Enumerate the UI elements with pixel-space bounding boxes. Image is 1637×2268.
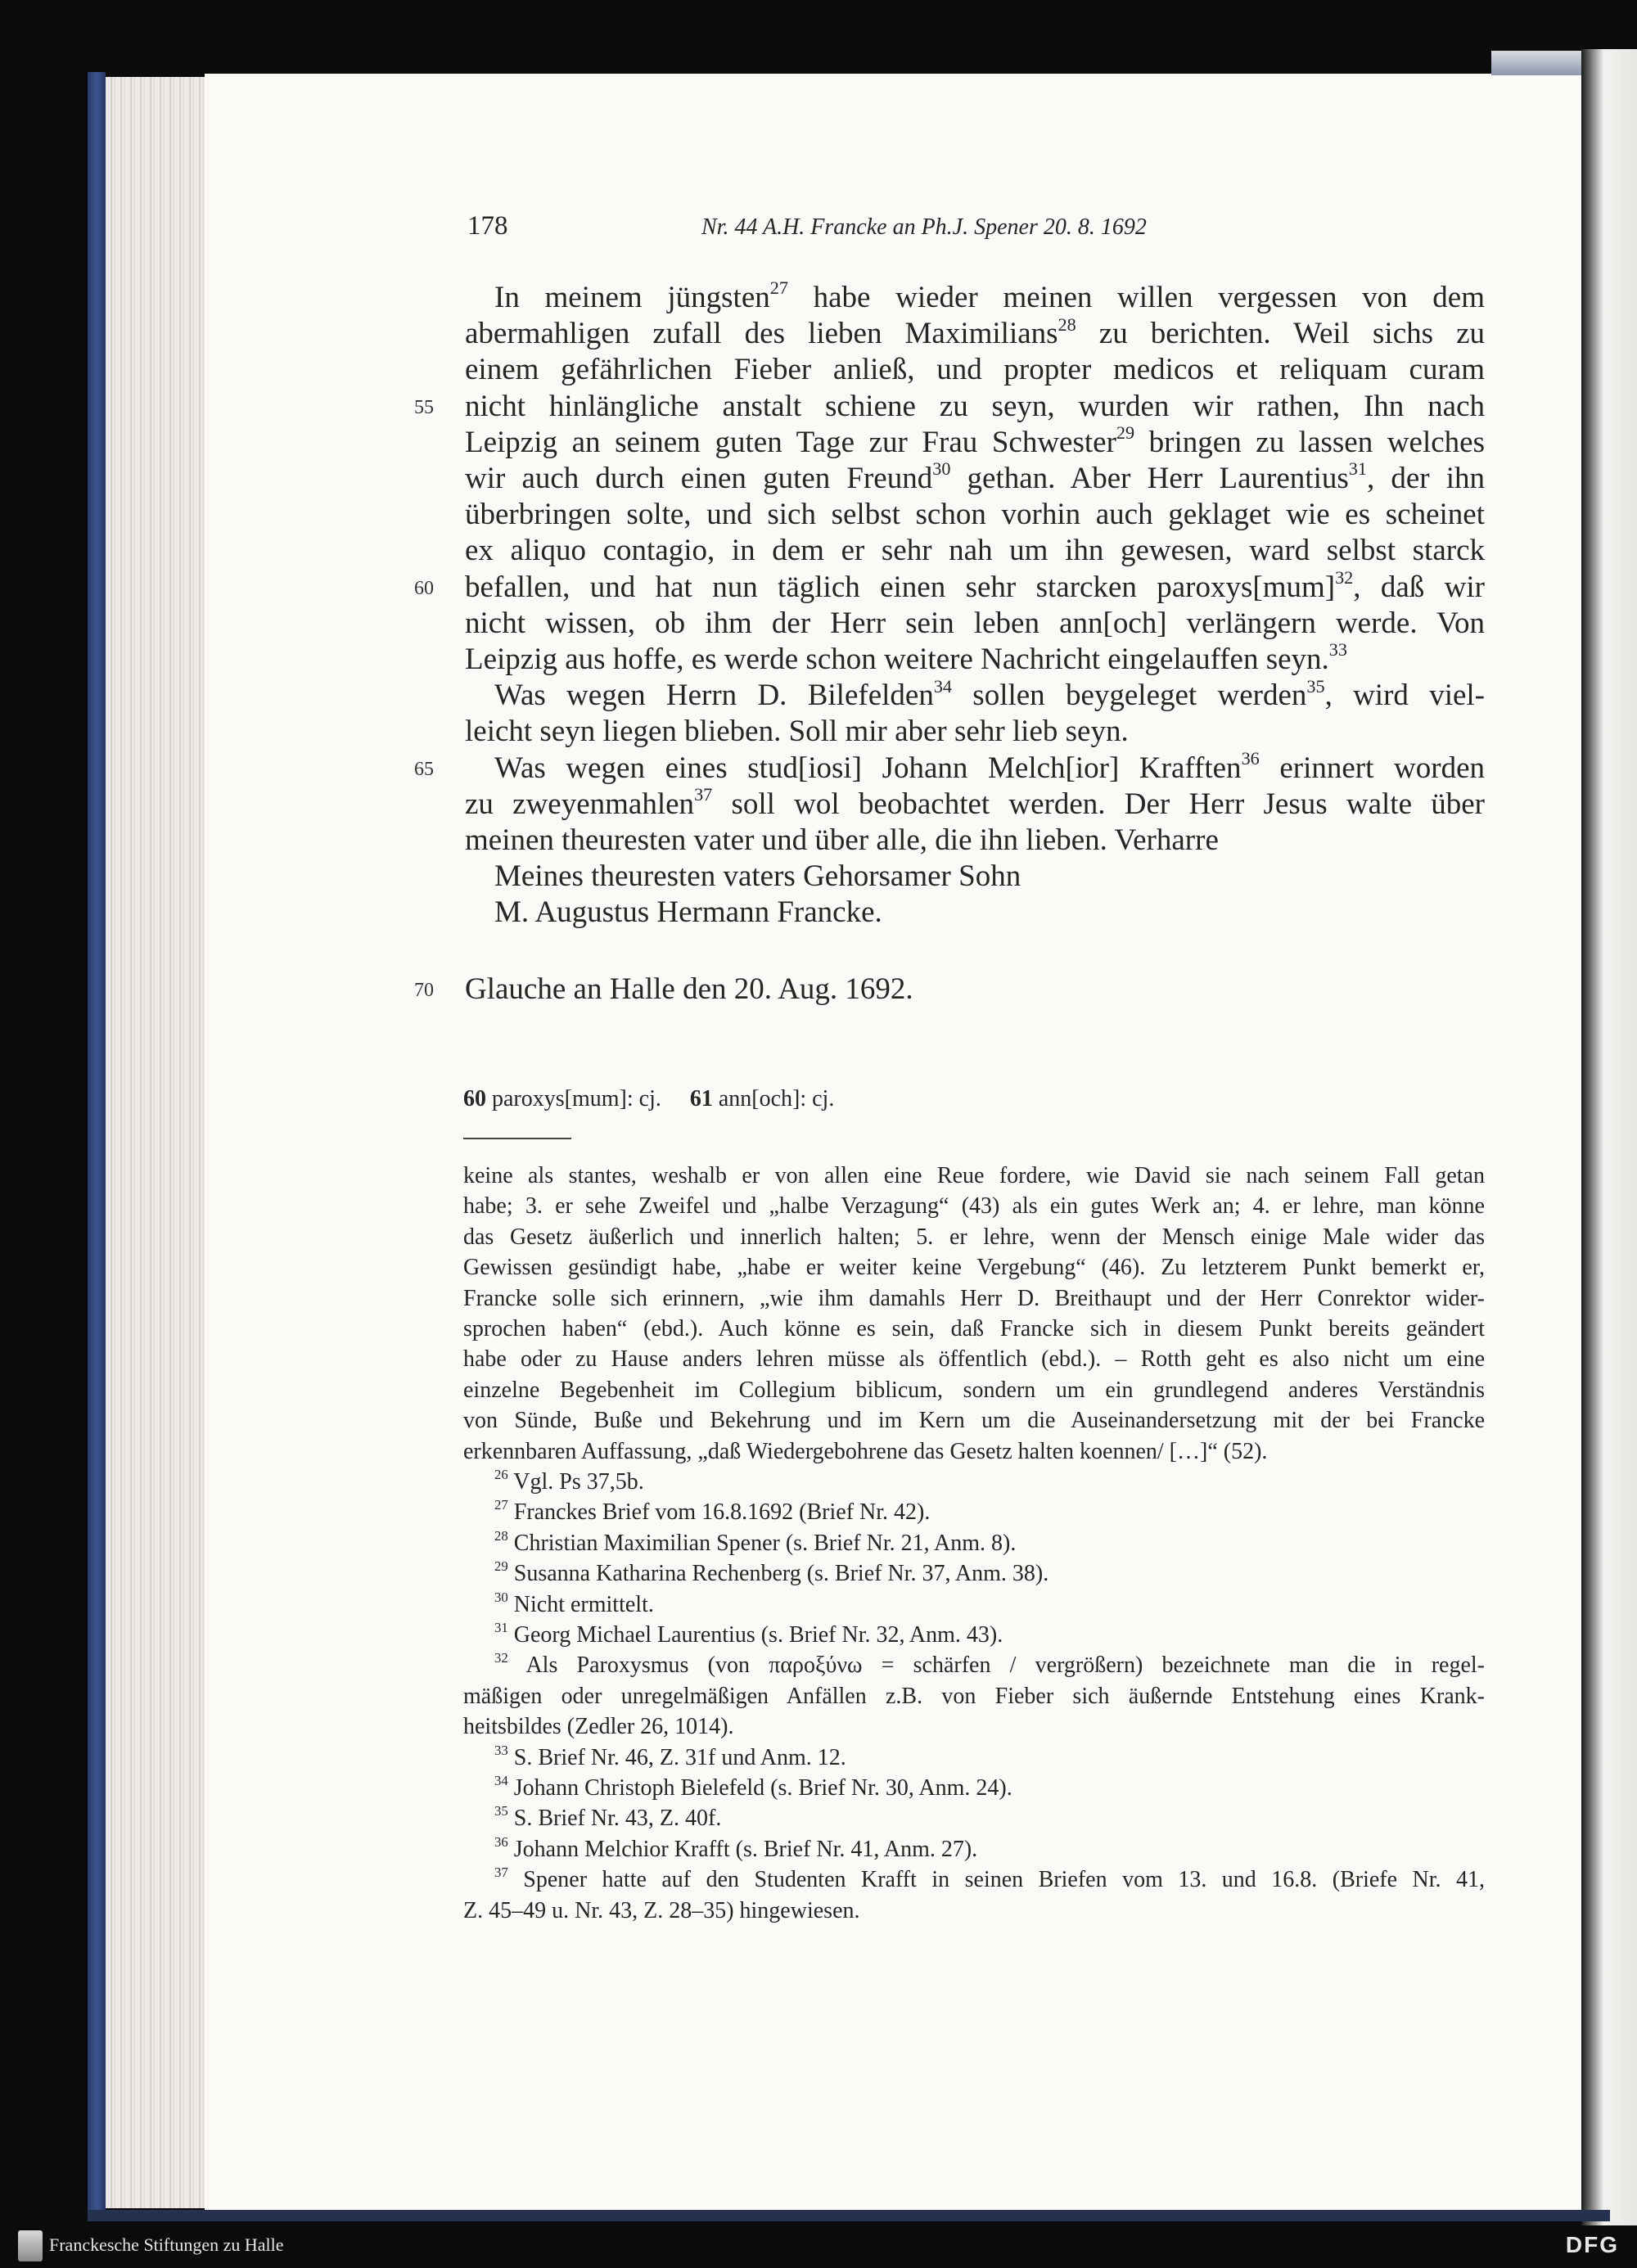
- footnote-number: 37: [494, 1864, 508, 1881]
- line-number: 60: [414, 577, 434, 599]
- line-number: 65: [414, 758, 434, 780]
- footnote-line: $^{34}$ Johann Christoph Bielefeld (s. Brief Nr. 30, Anm. 24).: [494, 1773, 1012, 1801]
- footnote-line: habe oder zu Hause anders lehren müsse als öffentlich (ebd.). – Rotth geht es also nicht um eine: [463, 1346, 1485, 1373]
- footnote-number: 33: [494, 1742, 508, 1758]
- footnote-line: heitsbildes (Zedler 26, 1014).: [463, 1714, 734, 1740]
- footnote-number: 29: [494, 1558, 508, 1575]
- footnote-line: $^{28}$ Christian Maximilian Spener (s. Brief Nr. 21, Anm. 8).: [494, 1527, 1017, 1556]
- text-line: überbringen solte, und sich selbst schon vorhin auch geklaget wie es scheinet: [465, 498, 1485, 532]
- footnote-number: 30: [494, 1589, 508, 1605]
- footnote-ref: 27: [769, 277, 788, 299]
- footnote-ref: 34: [933, 675, 953, 697]
- footnote-line: erkennbaren Auffassung, „daß Wiedergebohrene das Gesetz halten koennen/ […]“ (52).: [463, 1438, 1268, 1464]
- text-line: Was wegen Herrn D. Bilefelden$^{34}$ sollen beygeleget werden$^{35}$, wird viel-: [494, 675, 1485, 713]
- page-number: 178: [467, 211, 508, 241]
- footnote-line: $^{26}$ Vgl. Ps 37,5b.: [494, 1467, 644, 1495]
- footnote-line: $^{36}$ Johann Melchior Krafft (s. Brief Nr. 41, Anm. 27).: [494, 1833, 978, 1862]
- footnote-line: mäßigen oder unregelmäßigen Anfällen z.B. von Fieber sich äußernde Entstehung eines Krank-: [463, 1683, 1485, 1709]
- running-title: Nr. 44 A.H. Francke an Ph.J. Spener 20. 8. 1692: [701, 214, 1147, 240]
- book-binding: [88, 72, 106, 2216]
- footnote-line: $^{30}$ Nicht ermittelt.: [494, 1589, 654, 1617]
- footnote-number: 34: [494, 1773, 508, 1788]
- footnote-ref: 30: [932, 458, 951, 480]
- apparatus-entry: paroxys[mum]: cj.: [492, 1086, 661, 1111]
- text-line: Leipzig an seinem guten Tage zur Frau Schwester$^{29}$ bringen zu lassen welches: [465, 422, 1485, 459]
- footnote-number: 26: [494, 1467, 508, 1482]
- apparatus-line-number: 61: [689, 1086, 713, 1111]
- footnote-line: $^{32}$ Als Paroxysmus (von παροξύνω = schärfen / vergrößern) bezeichnete man die in regel-: [494, 1650, 1485, 1679]
- apparatus-line-number: 60: [463, 1086, 486, 1111]
- franckesche-stiftungen-logo-icon: [18, 2230, 43, 2261]
- text-line: M. Augustus Hermann Francke.: [494, 895, 882, 930]
- footnote-line: $^{33}$ S. Brief Nr. 46, Z. 31f und Anm. 12.: [494, 1742, 846, 1770]
- footnote-ref: 29: [1116, 422, 1135, 444]
- footnote-number: 36: [494, 1833, 508, 1850]
- critical-apparatus: [463, 1086, 834, 1112]
- footnote-line: einzelne Begebenheit im Collegium biblicum, sondern um ein grundlegend anderes Verständnis: [463, 1377, 1485, 1403]
- footnote-line: $^{35}$ S. Brief Nr. 43, Z. 40f.: [494, 1803, 722, 1832]
- binding-bottom: [88, 2210, 1610, 2221]
- text-line: meinen theuresten vater und über alle, die ihn lieben. Verharre: [465, 823, 1219, 857]
- line-number: 55: [414, 396, 434, 418]
- facing-page: [1581, 49, 1637, 2226]
- text-line: abermahligen zufall des lieben Maximilians$^{28}$ zu berichten. Weil sichs zu: [465, 313, 1486, 351]
- footnote-line: $^{29}$ Susanna Katharina Rechenberg (s. Brief Nr. 37, Anm. 38).: [494, 1558, 1049, 1587]
- text-line: nicht wissen, ob ihm der Herr sein leben ann[och] verlängern werde. Von: [465, 606, 1485, 640]
- footnote-line: Z. 45–49 u. Nr. 43, Z. 28–35) hingewiesen.: [463, 1897, 860, 1923]
- footnote-number: 32: [494, 1650, 508, 1666]
- text-line: Meines theuresten vaters Gehorsamer Sohn: [494, 859, 1021, 894]
- footnote-line: das Gesetz äußerlich und innerlich halten; 5. er lehre, wenn der Mensch einige Male wider das: [463, 1224, 1485, 1250]
- text-line: wir auch durch einen guten Freund$^{30}$ gethan. Aber Herr Laurentius$^{31}$, der ihn: [465, 458, 1485, 495]
- footnote-line: Gewissen gesündigt habe, „habe er weiter keine Vergebung“ (46). Zu letzterem Punkt bemerkt er,: [463, 1255, 1485, 1281]
- footnote-line: sprochen haben“ (ebd.). Auch könne es sein, daß Francke sich in diesem Punkt bereits geändert: [463, 1316, 1485, 1341]
- footnote-line: keine als stantes, weshalb er von allen eine Reue fordere, wie David sie nach seinem Fall getan: [463, 1163, 1485, 1188]
- footnote-line: $^{37}$ Spener hatte auf den Studenten Krafft in seinen Briefen vom 13. und 16.8. (Briefe Nr. 41,: [494, 1864, 1485, 1893]
- text-line: einem gefährlichen Fieber anließ, und propter medicos et reliquam curam: [465, 353, 1485, 387]
- footnote-line: von Sünde, Buße und Bekehrung und im Kern um die Auseinandersetzung mit der bei Francke: [463, 1408, 1485, 1434]
- dfg-logo: DFG: [1565, 2232, 1619, 2257]
- text-line: nicht hinlängliche anstalt schiene zu seyn, wurden wir rathen, Ihn nach: [465, 389, 1485, 423]
- footnote-ref: 37: [694, 784, 713, 805]
- footnote-ref: 28: [1058, 313, 1076, 335]
- footnote-number: 28: [494, 1527, 508, 1544]
- footnote-line: $^{27}$ Franckes Brief vom 16.8.1692 (Brief Nr. 42).: [494, 1497, 931, 1526]
- facing-page-edge: [1491, 51, 1581, 75]
- text-line: Glauche an Halle den 20. Aug. 1692.: [465, 972, 913, 1006]
- text-line: leicht seyn liegen blieben. Soll mir aber sehr lieb seyn.: [465, 715, 1129, 749]
- line-number: 70: [414, 980, 434, 1001]
- footnote-number: 35: [494, 1803, 508, 1819]
- text-line: befallen, und hat nun täglich einen sehr starcken paroxys[mum]$^{32}$, daß wir: [465, 567, 1485, 604]
- footnote-line: $^{31}$ Georg Michael Laurentius (s. Brief Nr. 32, Anm. 43).: [494, 1620, 1003, 1648]
- institution-name: Franckesche Stiftungen zu Halle: [49, 2234, 284, 2255]
- footnote-ref: 33: [1328, 639, 1347, 661]
- footnote-ref: 32: [1335, 567, 1354, 588]
- text-line: Leipzig aus hoffe, es werde schon weitere Nachricht eingelauffen seyn.$^{33}$: [465, 639, 1347, 676]
- footnote-ref: 31: [1348, 458, 1367, 480]
- text-line: Was wegen eines stud[iosi] Johann Melch[ior] Krafften$^{36}$ erinnert worden: [494, 748, 1485, 785]
- footnote-separator: [463, 1138, 571, 1139]
- footnote-number: 31: [494, 1620, 508, 1635]
- text-line: zu zweyenmahlen$^{37}$ soll wol beobachtet werden. Der Herr Jesus walte über: [465, 784, 1485, 821]
- footnote-ref: 36: [1241, 748, 1260, 769]
- footnote-line: Francke solle sich erinnern, „wie ihm damahls Herr D. Breithaupt und der Herr Conrektor wider-: [463, 1285, 1485, 1311]
- footnote-number: 27: [494, 1497, 508, 1513]
- footnote-line: habe; 3. er sehe Zweifel und „halbe Verzagung“ (43) als ein gutes Werk an; 4. er lehre, man könne: [463, 1193, 1485, 1220]
- footnote-ref: 35: [1306, 675, 1325, 697]
- apparatus-entry: ann[och]: cj.: [718, 1086, 835, 1111]
- text-line: ex aliquo contagio, in dem er sehr nah um ihn gewesen, ward selbst starck: [465, 534, 1485, 568]
- text-line: In meinem jüngsten$^{27}$ habe wieder meinen willen vergessen von dem: [494, 277, 1485, 314]
